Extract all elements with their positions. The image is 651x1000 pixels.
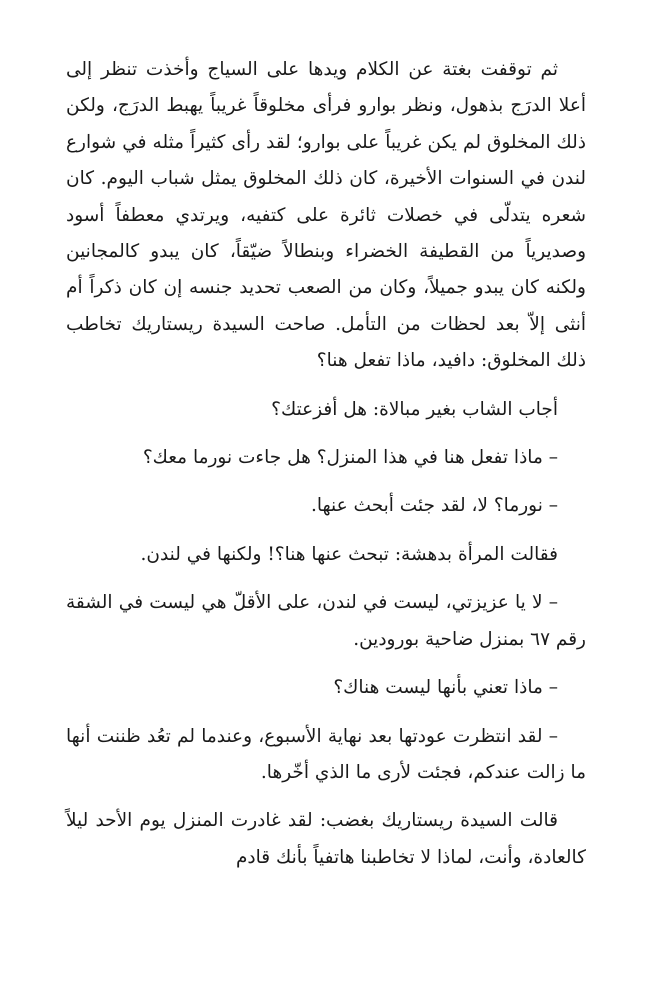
dialogue-line: – لقد انتظرت عودتها بعد نهاية الأسبوع، وعندما لم تعُد ظننت أنها ما زالت عندكم، فجئت لأرى ما الذي أخّرها. — [66, 725, 586, 783]
dialogue-line: – ماذا تفعل هنا في هذا المنزل؟ هل جاءت نورما معك؟ — [142, 447, 558, 469]
paragraph-restarick-angry: قالت السيدة ريستاريك بغضب: لقد غادرت المنزل يوم الأحد ليلاً كالعادة، وأنت، لماذا لا تخاطبنا هاتفياً بأنك قادم — [66, 810, 586, 868]
book-page — [66, 52, 586, 876]
dialogue-line: – نورما؟ لا، لقد جئت أبحث عنها. — [310, 495, 558, 517]
paragraph-woman-surprise: فقالت المرأة بدهشة: تبحث عنها هنا؟! ولكنها في لندن. — [140, 543, 558, 565]
paragraph-narration: ثم توقفت بغتة عن الكلام ويدها على السياج وأخذت تنظر إلى أعلا الدرَج بذهول، ونظر بوارو فرأى مخلوقاً غريباً يهبط الدرَج، ولكن ذلك المخلوق لم يكن غريباً على بوارو؛ لقد رأى كثيراً مثله في شوارع لندن في السنوات الأخيرة، كان ذلك المخلوق يمثل شباب اليوم. كان شعره يتدلّى في خصلات ثائرة على كتفيه، ويرتدي معطفاً أسود وصديرياً من القطيفة الخضراء وبنطالاً ضيّقاً، كان يبدو كالمجانين ولكنه كان يبدو جميلاً، وكان من الصعب تحديد جنسه إن كان ذكراً أم أنثى إلاّ بعد لحظات من التأمل. صاحت السيدة ريستاريك تخاطب ذلك المخلوق: دافيد، ماذا تفعل هنا؟ — [66, 59, 586, 372]
dialogue-line: – لا يا عزيزتي، ليست في لندن، على الأقلّ هي ليست في الشقة رقم ٦٧ بمنزل ضاحية بورودين. — [66, 592, 586, 650]
paragraph-david-reply: أجاب الشاب بغير مبالاة: هل أفزعتك؟ — [271, 398, 558, 420]
dialogue-line: – ماذا تعني بأنها ليست هناك؟ — [333, 677, 558, 699]
